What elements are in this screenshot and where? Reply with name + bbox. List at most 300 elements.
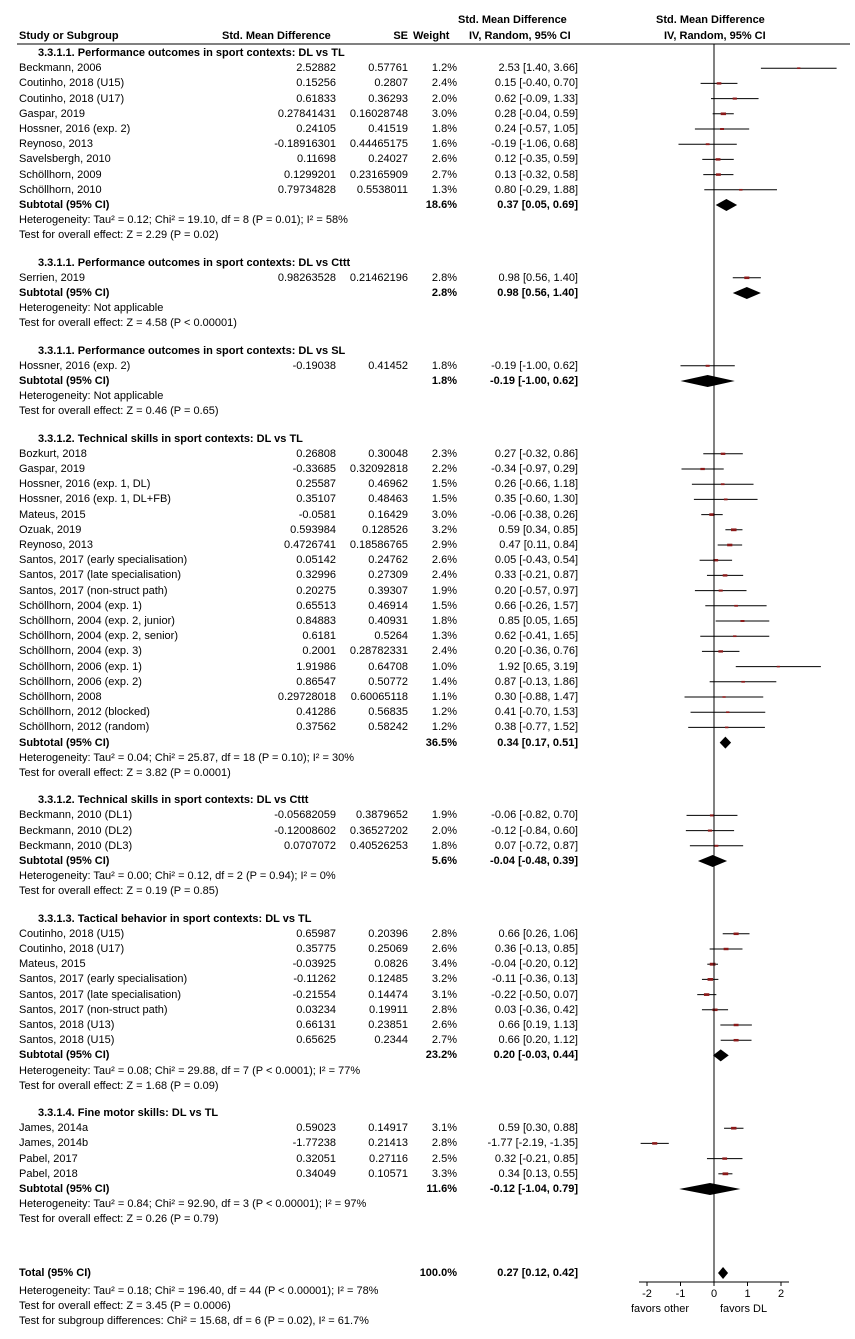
study-smd: 0.27841431 [277,107,336,120]
study-smd: 0.65625 [296,1034,336,1047]
study-smd: 0.0707072 [284,839,336,852]
study-smd: 0.65987 [296,927,336,940]
subtotal-diamond [713,1049,729,1061]
subtotal-label: Subtotal (95% CI) [19,287,110,299]
study-weight: 3.1% [431,988,457,1001]
study-name: Coutinho, 2018 (U15) [19,77,125,90]
axis-right-label: favors DL [720,1303,768,1315]
total-heterogeneity-text: Heterogeneity: Tau² = 0.18; Chi² = 196.40, df = 44 (P < 0.00001); I² = 78% [19,1285,379,1297]
point-estimate-square [721,112,726,115]
study-se: 0.0826 [374,958,408,971]
study-smd: 0.37562 [296,721,336,734]
subtotal-weight: 5.6% [431,855,457,867]
point-estimate-square [720,128,724,130]
study-smd: 0.593984 [290,523,336,536]
study-ci: 0.38 [-0.77, 1.52] [494,721,578,734]
point-estimate-square [777,666,780,668]
study-se: 0.60065118 [350,691,408,703]
study-se: 0.36527202 [349,824,408,837]
study-name: Gaspar, 2019 [19,107,86,120]
study-se: 0.58242 [368,721,408,734]
point-estimate-square [710,963,716,966]
point-estimate-square [712,1009,717,1012]
axis-left-label: favors other [631,1303,690,1315]
study-se: 0.2344 [374,1034,408,1047]
study-ci: 0.34 [0.13, 0.55] [498,1167,578,1180]
subtotal-label: Subtotal (95% CI) [19,1183,110,1195]
study-ci: 0.87 [-0.13, 1.86] [494,675,578,688]
point-estimate-square [741,681,745,683]
study-name: Savelsbergh, 2010 [19,153,111,166]
study-ci: 0.59 [0.30, 0.88] [498,1122,578,1135]
point-estimate-square [740,620,744,622]
study-se: 0.36293 [368,92,408,105]
study-ci: 0.33 [-0.21, 0.87] [494,569,578,582]
ci-column-header-line2: IV, Random, 95% CI [469,30,571,42]
study-weight: 1.9% [431,809,457,822]
study-weight: 3.2% [431,973,457,986]
subtotal-weight: 1.8% [431,375,457,387]
study-weight: 1.6% [431,138,457,151]
study-ci: -0.11 [-0.36, 0.13] [491,973,578,986]
study-ci: -0.22 [-0.50, 0.07] [491,988,578,1001]
point-estimate-square [734,1039,739,1041]
study-smd: 0.24105 [296,123,336,135]
study-weight: 2.6% [431,153,457,166]
study-smd: 2.52882 [296,62,336,75]
study-se: 0.18586765 [349,539,408,551]
subgroup-title: 3.3.1.1. Performance outcomes in sport contexts: DL vs Cttt [38,256,351,269]
study-ci: 1.92 [0.65, 3.19] [498,660,578,673]
study-smd: -1.77238 [292,1137,336,1150]
point-estimate-square [739,189,742,191]
study-smd: 0.32051 [296,1152,336,1165]
study-smd: 0.29728018 [277,691,336,703]
study-se: 0.21462196 [349,271,408,284]
weight-column-header: Weight [413,30,450,42]
study-smd: 0.59023 [296,1122,336,1135]
study-smd: -0.05682059 [274,809,336,822]
study-se: 0.30048 [368,447,408,460]
overall-effect-text: Test for overall effect: Z = 0.19 (P = 0.85) [19,885,219,898]
study-smd: 0.2001 [302,645,336,658]
subtotal-diamond [720,737,731,749]
study-name: Santos, 2018 (U15) [19,1034,115,1047]
heterogeneity-text: Heterogeneity: Not applicable [19,302,164,315]
subtotal-ci: 0.37 [0.05, 0.69] [497,199,578,211]
study-weight: 1.8% [431,123,457,135]
study-ci: 0.30 [-0.88, 1.47] [494,691,578,703]
subtotal-ci: 0.34 [0.17, 0.51] [497,736,578,749]
study-name: Pabel, 2017 [19,1152,78,1165]
study-ci: 0.41 [-0.70, 1.53] [494,706,578,719]
study-weight: 1.8% [431,615,457,627]
subtotal-label: Subtotal (95% CI) [19,1049,110,1062]
point-estimate-square [719,590,723,592]
study-weight: 2.8% [431,927,457,940]
subtotal-label: Subtotal (95% CI) [19,855,110,867]
overall-effect-text: Test for overall effect: Z = 4.58 (P < 0.00001) [19,317,237,330]
subtotal-weight: 36.5% [425,736,457,749]
study-weight: 1.2% [431,62,457,75]
point-estimate-square [733,98,737,100]
total-weight: 100.0% [419,1267,457,1279]
subtotal-weight: 11.6% [426,1183,457,1195]
study-name: Santos, 2017 (non-struct path) [19,584,168,597]
study-ci: -0.04 [-0.20, 0.12] [491,958,578,971]
study-weight: 2.3% [431,447,457,460]
study-weight: 1.9% [431,584,457,597]
study-se: 0.2807 [374,77,408,90]
study-weight: 1.4% [431,675,457,688]
study-name: Mateus, 2015 [19,508,86,521]
study-name: James, 2014a [19,1122,89,1135]
point-estimate-square [716,158,721,160]
point-estimate-square [744,277,749,280]
study-se: 0.57761 [368,62,408,75]
study-weight: 3.3% [431,1167,457,1180]
total-diamond [718,1267,728,1279]
study-smd: 0.25587 [296,478,336,491]
point-estimate-square [734,933,739,936]
study-weight: 1.1% [431,691,457,703]
subtotal-diamond [681,375,735,387]
study-se: 0.24027 [368,153,408,166]
study-smd: 1.91986 [296,660,336,673]
study-ci: 0.07 [-0.72, 0.87] [494,839,578,852]
study-name: Santos, 2017 (early specialisation) [19,973,188,986]
study-smd: 0.35775 [296,943,336,955]
subtotal-label: Subtotal (95% CI) [19,375,110,387]
subgroup-title: 3.3.1.2. Technical skills in sport contexts: DL vs Cttt [38,794,309,807]
study-name: Hossner, 2016 (exp. 2) [19,123,131,135]
study-se: 0.128526 [362,523,408,536]
point-estimate-square [722,696,725,698]
study-ci: 0.20 [-0.36, 0.76] [494,645,578,658]
point-estimate-square [797,67,800,69]
study-weight: 2.4% [431,569,457,582]
point-estimate-square [731,1127,736,1130]
study-se: 0.41452 [368,359,408,372]
study-smd: -0.03925 [292,958,336,971]
study-weight: 1.8% [431,359,457,372]
subgroup-title: 3.3.1.4. Fine motor skills: DL vs TL [38,1107,219,1119]
study-ci: 0.59 [0.34, 0.85] [498,523,578,536]
study-name: Schöllhorn, 2010 [19,183,102,196]
subtotal-label: Subtotal (95% CI) [19,199,110,211]
subtotal-label: Subtotal (95% CI) [19,736,110,749]
point-estimate-square [717,82,722,84]
overall-effect-text: Test for overall effect: Z = 2.29 (P = 0.02) [19,229,219,242]
study-se: 0.64708 [368,660,408,673]
study-weight: 2.6% [431,943,457,955]
subtotal-ci: -0.12 [-1.04, 0.79] [489,1183,578,1195]
total-label: Total (95% CI) [19,1267,91,1279]
study-name: Santos, 2017 (early specialisation) [19,554,188,567]
point-estimate-square [723,574,728,576]
study-se: 0.20396 [368,927,408,940]
study-smd: 0.66131 [296,1019,336,1031]
subgroup-title: 3.3.1.1. Performance outcomes in sport contexts: DL vs SL [38,344,346,357]
study-ci: 0.20 [-0.57, 0.97] [494,584,578,597]
study-se: 0.3879652 [356,809,408,822]
point-estimate-square [714,845,718,847]
point-estimate-square [704,993,709,996]
study-weight: 2.7% [431,168,457,181]
study-weight: 2.8% [431,1137,457,1150]
study-name: Coutinho, 2018 (U17) [19,92,125,105]
study-ci: 0.85 [0.05, 1.65] [498,615,578,627]
study-name: Hossner, 2016 (exp. 2) [19,359,131,372]
subtotal-ci: -0.04 [-0.48, 0.39] [489,855,578,867]
point-estimate-square [724,498,728,500]
study-se: 0.28782331 [349,645,408,658]
study-smd: -0.11262 [293,973,336,986]
study-name: James, 2014b [19,1137,89,1150]
point-estimate-square [734,1024,739,1026]
subtotal-diamond [716,199,737,211]
study-name: Pabel, 2018 [19,1167,78,1180]
study-smd: 0.61833 [296,92,336,105]
study-weight: 2.4% [431,645,457,658]
study-se: 0.12485 [368,973,408,986]
study-se: 0.40931 [368,615,408,627]
study-ci: 0.66 [0.26, 1.06] [498,927,578,940]
study-ci: -0.12 [-0.84, 0.60] [491,824,578,837]
study-se: 0.46914 [368,599,408,612]
study-weight: 1.3% [431,183,457,196]
study-name: Hossner, 2016 (exp. 1, DL) [19,478,151,491]
study-weight: 1.8% [431,839,457,852]
study-ci: 0.05 [-0.43, 0.54] [494,554,578,567]
smd-column-header: Std. Mean Difference [222,30,331,42]
study-smd: 0.6181 [302,630,336,643]
heterogeneity-text: Heterogeneity: Not applicable [19,390,164,403]
study-name: Schöllhorn, 2009 [19,168,102,181]
subtotal-diamond [679,1183,740,1195]
study-weight: 3.0% [431,508,457,521]
study-smd: -0.19038 [292,359,336,372]
study-smd: 0.05142 [296,554,336,567]
point-estimate-square [723,1172,729,1175]
point-estimate-square [727,544,732,547]
subgroup-title: 3.3.1.3. Tactical behavior in sport contexts: DL vs TL [38,912,312,925]
study-ci: 0.35 [-0.60, 1.30] [494,493,578,506]
study-se: 0.14917 [368,1122,408,1135]
study-se: 0.23165909 [349,168,408,181]
study-name: Santos, 2018 (U13) [19,1019,115,1031]
study-weight: 2.8% [431,271,457,284]
study-smd: -0.12008602 [274,824,336,837]
study-ci: 0.03 [-0.36, 0.42] [494,1003,578,1016]
point-estimate-square [710,814,714,816]
study-ci: 2.53 [1.40, 3.66] [498,62,578,75]
subtotal-weight: 18.6% [425,199,457,211]
study-se: 0.23851 [368,1019,408,1031]
heterogeneity-text: Heterogeneity: Tau² = 0.12; Chi² = 19.10, df = 8 (P = 0.01); I² = 58% [19,214,348,227]
study-ci: 0.66 [-0.26, 1.57] [494,599,578,612]
study-weight: 3.2% [431,523,457,536]
study-weight: 1.2% [431,721,457,734]
study-name: Schöllhorn, 2004 (exp. 2, senior) [19,630,178,643]
study-name: Schöllhorn, 2006 (exp. 2) [19,675,142,688]
study-se: 0.46962 [368,478,408,491]
study-weight: 2.0% [431,824,457,837]
study-smd: -0.18916301 [274,138,336,151]
study-weight: 2.6% [431,1019,457,1031]
study-name: Gaspar, 2019 [19,463,86,475]
point-estimate-square [700,468,704,470]
study-name: Santos, 2017 (late specialisation) [19,988,182,1001]
study-smd: -0.33685 [292,463,336,475]
study-weight: 2.6% [431,554,457,567]
study-ci: -0.34 [-0.97, 0.29] [491,463,578,475]
point-estimate-square [708,978,714,981]
point-estimate-square [652,1142,657,1145]
study-name: Schöllhorn, 2004 (exp. 3) [19,645,142,658]
study-weight: 2.5% [431,1152,457,1165]
study-se: 0.19911 [369,1003,408,1016]
study-ci: 0.80 [-0.29, 1.88] [494,183,578,196]
point-estimate-square [718,650,723,652]
study-weight: 2.2% [431,463,457,475]
study-weight: 3.0% [431,107,457,120]
overall-effect-text: Test for overall effect: Z = 1.68 (P = 0.09) [19,1079,219,1092]
x-axis-tick-label: -1 [675,1288,686,1300]
study-weight: 1.0% [431,660,457,673]
study-smd: 0.98263528 [277,271,336,284]
study-smd: 0.11698 [297,153,336,166]
study-smd: 0.32996 [296,569,336,582]
subgroup-title: 3.3.1.2. Technical skills in sport contexts: DL vs TL [38,432,303,445]
study-ci: 0.62 [-0.09, 1.33] [494,92,578,105]
study-name: Hossner, 2016 (exp. 1, DL+FB) [19,493,171,506]
study-name: Beckmann, 2010 (DL3) [19,839,133,852]
study-ci: 0.36 [-0.13, 0.85] [494,943,578,955]
study-name: Ozuak, 2019 [19,523,82,536]
study-se: 0.10571 [368,1167,408,1180]
study-se: 0.5538011 [356,183,408,196]
study-weight: 2.7% [431,1034,457,1047]
plot-column-header-line1: Std. Mean Difference [656,14,765,26]
study-ci: -0.19 [-1.00, 0.62] [491,359,578,372]
study-weight: 1.2% [431,706,457,719]
study-smd: 0.34049 [296,1167,336,1180]
study-ci: -0.06 [-0.82, 0.70] [491,809,578,822]
point-estimate-square [721,483,725,485]
study-se: 0.21413 [368,1137,408,1150]
study-name: Coutinho, 2018 (U17) [19,943,125,955]
study-name: Serrien, 2019 [19,271,86,284]
study-se: 0.50772 [368,675,408,688]
study-column-header: Study or Subgroup [19,30,119,42]
study-smd: 0.41286 [296,706,336,719]
study-name: Bozkurt, 2018 [19,447,87,460]
plot-column-header-line2: IV, Random, 95% CI [664,30,766,42]
point-estimate-square [725,727,728,729]
study-weight: 2.0% [431,92,457,105]
point-estimate-square [733,635,736,637]
study-se: 0.40526253 [349,839,408,852]
x-axis-tick-label: 2 [777,1288,785,1300]
study-weight: 2.9% [431,539,457,551]
study-smd: -0.0581 [298,508,336,521]
study-name: Mateus, 2015 [19,958,86,971]
study-ci: 0.47 [0.11, 0.84] [499,539,578,551]
total-overall-effect-text: Test for overall effect: Z = 3.45 (P = 0.0006) [19,1300,231,1312]
study-ci: -0.06 [-0.38, 0.26] [491,508,578,521]
study-name: Beckmann, 2006 [19,62,102,75]
study-smd: 0.15256 [296,77,336,90]
study-name: Schöllhorn, 2004 (exp. 1) [19,599,142,612]
study-weight: 2.8% [431,1003,457,1016]
study-se: 0.27116 [369,1152,408,1165]
study-smd: 0.84883 [296,615,336,627]
point-estimate-square [734,605,738,607]
point-estimate-square [716,173,721,175]
study-ci: 0.27 [-0.32, 0.86] [494,447,578,460]
se-column-header: SE [393,30,408,42]
study-weight: 1.5% [431,493,457,506]
study-weight: 1.3% [431,630,457,643]
study-smd: 0.86547 [296,675,336,688]
subtotal-diamond [698,855,727,867]
study-name: Beckmann, 2010 (DL1) [19,809,133,822]
study-ci: 0.26 [-0.66, 1.18] [494,478,578,491]
study-ci: 0.28 [-0.04, 0.59] [494,107,578,120]
subtotal-diamond [733,287,761,299]
study-weight: 2.4% [431,77,457,90]
ci-column-header-line1: Std. Mean Difference [458,14,567,26]
total-ci: 0.27 [0.12, 0.42] [497,1267,578,1279]
study-se: 0.25069 [368,943,408,955]
study-name: Santos, 2017 (non-struct path) [19,1003,168,1016]
x-axis-tick-label: -2 [642,1288,652,1300]
study-ci: 0.15 [-0.40, 0.70] [494,77,578,90]
study-name: Reynoso, 2013 [19,138,93,151]
x-axis-tick-label: 0 [710,1288,718,1300]
point-estimate-square [706,365,710,367]
point-estimate-square [708,830,712,832]
study-ci: -0.19 [-1.06, 0.68] [491,138,578,151]
study-se: 0.48463 [368,493,408,506]
subtotal-weight: 23.2% [425,1049,457,1062]
heterogeneity-text: Heterogeneity: Tau² = 0.00; Chi² = 0.12, df = 2 (P = 0.94); I² = 0% [19,870,336,883]
study-ci: 0.66 [0.19, 1.13] [498,1019,578,1031]
point-estimate-square [726,711,729,713]
study-se: 0.56835 [368,706,408,719]
study-name: Coutinho, 2018 (U15) [19,927,125,940]
study-smd: 0.4726741 [284,539,336,551]
study-name: Schöllhorn, 2006 (exp. 1) [19,660,142,673]
heterogeneity-text: Heterogeneity: Tau² = 0.84; Chi² = 92.90, df = 3 (P < 0.00001); I² = 97% [19,1198,367,1211]
subtotal-ci: -0.19 [-1.00, 0.62] [489,375,578,387]
study-se: 0.44465175 [349,138,408,151]
study-se: 0.41519 [368,123,408,135]
study-name: Schöllhorn, 2008 [19,691,102,703]
subgroup-title: 3.3.1.1. Performance outcomes in sport contexts: DL vs TL [38,47,345,59]
subtotal-ci: 0.98 [0.56, 1.40] [497,287,578,299]
overall-effect-text: Test for overall effect: Z = 0.26 (P = 0.79) [19,1213,219,1226]
study-ci: 0.12 [-0.35, 0.59] [494,153,578,166]
study-ci: 0.98 [0.56, 1.40] [498,271,578,284]
study-name: Reynoso, 2013 [19,539,93,551]
study-smd: 0.65513 [296,599,336,612]
study-name: Santos, 2017 (late specialisation) [19,569,182,582]
subtotal-ci: 0.20 [-0.03, 0.44] [493,1049,578,1062]
study-smd: -0.21554 [292,988,336,1001]
heterogeneity-text: Heterogeneity: Tau² = 0.04; Chi² = 25.87, df = 18 (P = 0.10); I² = 30% [19,751,354,764]
